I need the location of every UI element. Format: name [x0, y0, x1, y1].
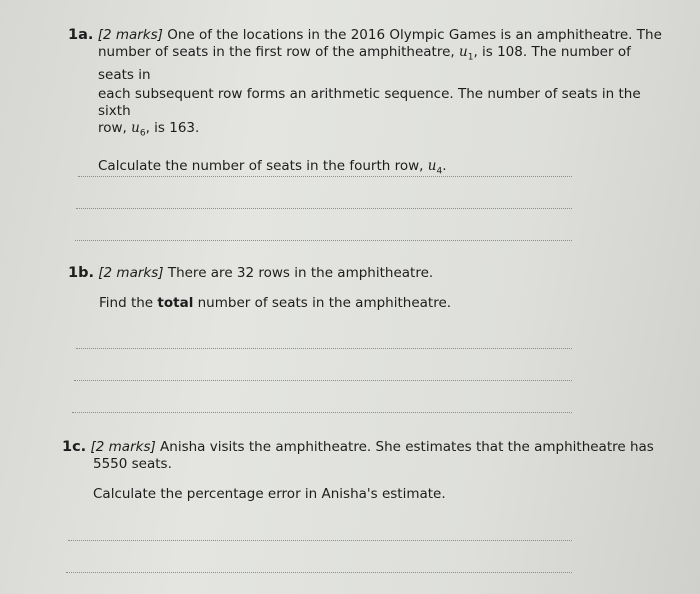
- question-1a-marks: [2 marks]: [97, 27, 163, 43]
- question-1a-number: 1a.: [68, 27, 94, 43]
- question-1c-number: 1c.: [62, 439, 87, 455]
- answer-line-1b-2[interactable]: [74, 380, 572, 381]
- answer-line-1a-1[interactable]: [78, 176, 572, 177]
- question-1a-line3: each subsequent row forms an arithmetic sequence. The number of seats in the sixth: [98, 85, 641, 119]
- answer-line-1b-1[interactable]: [76, 348, 572, 349]
- question-1b-marks: [2 marks]: [98, 265, 164, 281]
- question-1c-line1: 1c. [2 marks] Anisha visits the amphitheatre. She estimates that the amphitheatre has: [62, 439, 654, 455]
- answer-line-1b-3[interactable]: [72, 412, 572, 413]
- answer-line-1c-2[interactable]: [66, 572, 572, 573]
- question-1a-line4: row, $u_6$, is 163.: [98, 119, 200, 139]
- question-1b-number: 1b.: [68, 265, 94, 281]
- question-1b-task: Find the total number of seats in the amphitheatre.: [99, 295, 452, 311]
- question-1b-line1: 1b. [2 marks] There are 32 rows in the amphitheatre.: [68, 265, 434, 281]
- question-1c-task: Calculate the percentage error in Anisha's estimate.: [93, 486, 446, 502]
- answer-line-1a-3[interactable]: [75, 240, 572, 241]
- answer-line-1a-2[interactable]: [76, 208, 572, 209]
- question-1a-line1: 1a. [2 marks] One of the locations in the 2016 Olympic Games is an amphitheatre. The: [68, 27, 662, 43]
- question-1b: [68, 265, 668, 312]
- answer-line-1c-1[interactable]: [68, 540, 572, 541]
- question-1a: [68, 27, 668, 181]
- question-1a-task: Calculate the number of seats in the fourth row, $u_4$.: [98, 158, 447, 178]
- question-1a-line2: number of seats in the first row of the amphitheatre, $u_1$, is 108. The number of seats in: [98, 44, 631, 83]
- question-1c-line2: 5550 seats.: [93, 456, 172, 472]
- question-1c: [62, 439, 672, 503]
- question-1c-marks: [2 marks]: [90, 439, 156, 455]
